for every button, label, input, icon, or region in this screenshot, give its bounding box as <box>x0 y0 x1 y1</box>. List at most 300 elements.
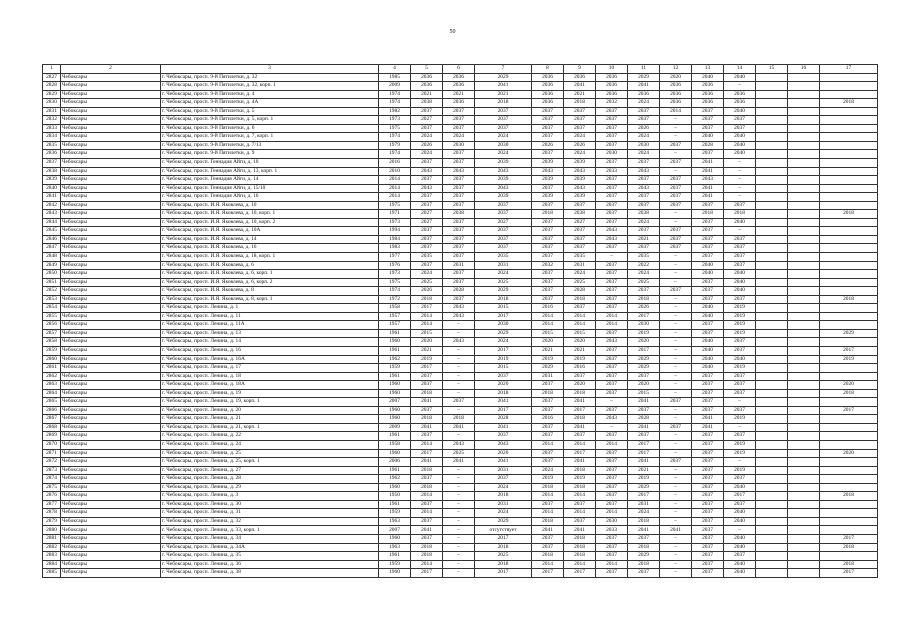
table-cell: 2014 <box>596 509 628 518</box>
table-cell: 2037 <box>596 218 628 227</box>
table-cell: 2014 <box>564 312 596 321</box>
table-cell: 2041 <box>475 458 532 467</box>
table-cell: 2041 <box>411 423 443 432</box>
table-cell: 2026 <box>564 141 596 150</box>
table-cell: 2019 <box>724 364 756 373</box>
locality-cell: Чебоксары <box>61 415 161 424</box>
table-cell: 2037 <box>660 287 692 296</box>
table-cell <box>756 193 788 202</box>
table-cell: 2040 <box>724 483 756 492</box>
table-cell: 1960 <box>379 449 411 458</box>
table-cell: 2037 <box>628 372 660 381</box>
table-row <box>43 304 878 313</box>
table-cell <box>756 406 788 415</box>
table-cell: 2036 <box>596 90 628 99</box>
table-cell <box>820 90 878 99</box>
table-cell: 2037 <box>532 184 564 193</box>
table-cell <box>788 133 820 142</box>
row-number-cell: 2858 <box>43 338 61 347</box>
row-number-cell: 2850 <box>43 270 61 279</box>
row-number-cell: 2849 <box>43 261 61 270</box>
table-cell: 2019 <box>564 355 596 364</box>
table-cell: 2029 <box>532 364 564 373</box>
table-cell: 2040 <box>724 270 756 279</box>
table-cell: 2014 <box>564 560 596 569</box>
table-cell: 1960 <box>379 406 411 415</box>
table-cell <box>820 364 878 373</box>
table-cell: 2018 <box>628 560 660 569</box>
column-number-cell: 14 <box>724 65 756 74</box>
table-cell: 2016 <box>532 304 564 313</box>
table-row <box>43 526 878 535</box>
table-cell: 2037 <box>443 150 475 159</box>
locality-cell: Чебоксары <box>61 560 161 569</box>
table-cell: 2031 <box>532 372 564 381</box>
table-cell: 1960 <box>379 415 411 424</box>
table-cell: 2017 <box>628 449 660 458</box>
row-number-cell: 2835 <box>43 141 61 150</box>
table-cell: 2037 <box>628 244 660 253</box>
table-cell: 2018 <box>564 466 596 475</box>
table-cell: 2029 <box>475 329 532 338</box>
address-cell: г. Чебоксары, просп. 9-й Пятилетки, д. 9 <box>161 150 379 159</box>
table-cell: 2018 <box>411 543 443 552</box>
table-cell: 2024 <box>475 509 532 518</box>
table-cell <box>820 252 878 261</box>
table-cell: 2018 <box>564 483 596 492</box>
table-cell <box>756 475 788 484</box>
row-number-cell: 2877 <box>43 500 61 509</box>
table-cell <box>756 73 788 82</box>
table-cell: 2037 <box>411 381 443 390</box>
table-cell: 2041 <box>532 526 564 535</box>
table-cell: 2028 <box>443 287 475 296</box>
table-cell <box>788 483 820 492</box>
table-cell: 2018 <box>475 99 532 108</box>
locality-cell: Чебоксары <box>61 73 161 82</box>
table-cell: 2010 <box>379 167 411 176</box>
address-cell: г. Чебоксары, просп. Ленина, д. 25, корп. 1 <box>161 458 379 467</box>
table-cell <box>788 295 820 304</box>
table-cell: 2037 <box>411 193 443 202</box>
table-cell: 1959 <box>379 560 411 569</box>
table-cell: 2037 <box>443 184 475 193</box>
table-cell: 2037 <box>660 458 692 467</box>
row-number-cell: 2847 <box>43 244 61 253</box>
table-cell: 2036 <box>532 73 564 82</box>
address-cell: г. Чебоксары, просп. Ленина, д. 32 <box>161 517 379 526</box>
table-cell <box>820 124 878 133</box>
table-cell: – <box>660 252 692 261</box>
row-number-cell: 2872 <box>43 458 61 467</box>
table-cell: 2043 <box>411 167 443 176</box>
address-cell: г. Чебоксары, просп. Геннадия Айги, д. 10 <box>161 158 379 167</box>
table-cell: 2029 <box>628 364 660 373</box>
table-cell: 2037 <box>532 500 564 509</box>
locality-cell: Чебоксары <box>61 423 161 432</box>
locality-cell: Чебоксары <box>61 321 161 330</box>
table-cell: – <box>443 372 475 381</box>
table-cell: 2037 <box>475 432 532 441</box>
table-cell: 2037 <box>724 347 756 356</box>
table-cell: 2037 <box>596 458 628 467</box>
table-cell: 2037 <box>692 526 724 535</box>
table-row <box>43 235 878 244</box>
address-cell: г. Чебоксары, просп. 9-й Пятилетки, д. 32 <box>161 73 379 82</box>
table-cell: 2036 <box>443 99 475 108</box>
table-cell <box>756 347 788 356</box>
table-cell: – <box>660 552 692 561</box>
table-cell: 2040 <box>724 107 756 116</box>
table-row <box>43 398 878 407</box>
table-cell: 2018 <box>628 517 660 526</box>
table-cell: 2037 <box>628 406 660 415</box>
table-cell: – <box>443 347 475 356</box>
table-cell <box>788 321 820 330</box>
table-cell <box>756 116 788 125</box>
address-cell: г. Чебоксары, просп. Ленина, д. 14 <box>161 338 379 347</box>
table-cell: 2043 <box>628 184 660 193</box>
table-cell <box>788 338 820 347</box>
table-cell: 2026 <box>532 141 564 150</box>
row-number-cell: 2885 <box>43 569 61 578</box>
table-cell: 2037 <box>724 381 756 390</box>
table-row <box>43 227 878 236</box>
address-cell: г. Чебоксары, просп. Ленина, д. 21 <box>161 415 379 424</box>
table-cell: 2028 <box>475 415 532 424</box>
table-cell: 2037 <box>628 158 660 167</box>
table-cell: 2037 <box>564 432 596 441</box>
table-cell: 2037 <box>628 432 660 441</box>
table-cell: – <box>724 458 756 467</box>
table-cell: 2037 <box>564 116 596 125</box>
table-cell <box>756 90 788 99</box>
table-cell: 2006 <box>379 458 411 467</box>
table-cell: 2024 <box>564 270 596 279</box>
address-cell: г. Чебоксары, просп. Ленина, д. 27 <box>161 466 379 475</box>
table-cell: 2036 <box>692 90 724 99</box>
locality-cell: Чебоксары <box>61 124 161 133</box>
table-row <box>43 287 878 296</box>
row-number-cell: 2860 <box>43 355 61 364</box>
table-cell: – <box>443 475 475 484</box>
table-cell: 2037 <box>443 158 475 167</box>
table-cell <box>756 244 788 253</box>
table-row <box>43 483 878 492</box>
table-cell: 2037 <box>532 432 564 441</box>
table-cell: 2024 <box>475 150 532 159</box>
table-cell: 2018 <box>475 543 532 552</box>
table-cell: 2037 <box>692 244 724 253</box>
table-cell: 2018 <box>564 99 596 108</box>
table-cell: 2018 <box>411 295 443 304</box>
row-number-cell: 2873 <box>43 466 61 475</box>
column-number-cell: 17 <box>820 65 878 74</box>
table-row <box>43 261 878 270</box>
table-row <box>43 141 878 150</box>
table-cell: 2040 <box>692 338 724 347</box>
table-cell: 2037 <box>596 133 628 142</box>
table-cell: 2040 <box>724 517 756 526</box>
table-cell: 2037 <box>411 158 443 167</box>
table-cell <box>820 509 878 518</box>
table-cell: 2018 <box>564 295 596 304</box>
row-number-cell: 2878 <box>43 509 61 518</box>
table-cell <box>756 569 788 578</box>
row-number-cell: 2844 <box>43 218 61 227</box>
table-cell: 2037 <box>692 500 724 509</box>
table-row <box>43 466 878 475</box>
table-cell <box>820 133 878 142</box>
table-cell: 2037 <box>628 227 660 236</box>
table-cell: 2025 <box>411 278 443 287</box>
table-cell <box>756 295 788 304</box>
table-cell: 2014 <box>532 441 564 450</box>
column-number-cell: 8 <box>532 65 564 74</box>
table-cell: – <box>660 261 692 270</box>
table-cell: 2037 <box>443 116 475 125</box>
table-cell: 2037 <box>724 261 756 270</box>
address-cell: г. Чебоксары, просп. Геннадия Айги, д. 13, корп. 1 <box>161 167 379 176</box>
table-row <box>43 158 878 167</box>
table-cell <box>788 90 820 99</box>
table-cell <box>788 304 820 313</box>
table-cell: 1975 <box>379 124 411 133</box>
table-cell: 2037 <box>411 372 443 381</box>
table-cell: – <box>660 150 692 159</box>
address-cell: г. Чебоксары, просп. Ленина, д. 25 <box>161 449 379 458</box>
table-cell: 2029 <box>820 329 878 338</box>
table-cell: – <box>660 347 692 356</box>
table-cell <box>820 176 878 185</box>
locality-cell: Чебоксары <box>61 201 161 210</box>
table-cell: – <box>660 415 692 424</box>
address-cell: г. Чебоксары, просп. И.Я. Яковлева, д. 10, корп. 2 <box>161 218 379 227</box>
locality-cell: Чебоксары <box>61 338 161 347</box>
table-cell: – <box>724 227 756 236</box>
locality-cell: Чебоксары <box>61 167 161 176</box>
address-cell: г. Чебоксары, просп. Ленина, д. 30 <box>161 500 379 509</box>
table-cell: 2020 <box>411 338 443 347</box>
table-cell <box>756 517 788 526</box>
locality-cell: Чебоксары <box>61 270 161 279</box>
table-cell: 2018 <box>692 210 724 219</box>
table-cell: 2041 <box>564 82 596 91</box>
row-number-cell: 2827 <box>43 73 61 82</box>
table-cell: 2029 <box>628 483 660 492</box>
table-cell: 2037 <box>564 124 596 133</box>
table-row <box>43 295 878 304</box>
table-cell: – <box>443 500 475 509</box>
address-cell: г. Чебоксары, просп. Ленина, д. 33, корп. 1 <box>161 526 379 535</box>
table-cell: 1961 <box>379 329 411 338</box>
table-cell: 2037 <box>411 176 443 185</box>
table-cell <box>756 107 788 116</box>
table-cell: 2024 <box>475 270 532 279</box>
table-cell <box>788 184 820 193</box>
table-cell: 2037 <box>596 329 628 338</box>
locality-cell: Чебоксары <box>61 235 161 244</box>
address-cell: г. Чебоксары, просп. Ленина, д. 3 <box>161 492 379 501</box>
row-number-cell: 2853 <box>43 295 61 304</box>
table-cell: – <box>660 312 692 321</box>
table-cell: 2037 <box>692 483 724 492</box>
table-cell: – <box>724 526 756 535</box>
table-row <box>43 167 878 176</box>
table-cell: 2036 <box>660 90 692 99</box>
table-cell: 1960 <box>379 389 411 398</box>
table-cell: 2037 <box>596 432 628 441</box>
table-cell: 2037 <box>724 252 756 261</box>
table-cell: 2027 <box>564 218 596 227</box>
table-cell: 2037 <box>596 141 628 150</box>
locality-cell: Чебоксары <box>61 304 161 313</box>
table-cell: – <box>660 364 692 373</box>
table-cell: 2024 <box>475 133 532 142</box>
locality-cell: Чебоксары <box>61 141 161 150</box>
table-cell: 2017 <box>532 569 564 578</box>
table-cell: 2040 <box>692 347 724 356</box>
table-cell: 2021 <box>411 90 443 99</box>
table-cell: 2024 <box>475 483 532 492</box>
table-cell: 2025 <box>475 552 532 561</box>
table-row <box>43 406 878 415</box>
table-cell <box>788 389 820 398</box>
table-cell: 1957 <box>379 321 411 330</box>
table-cell: 2020 <box>628 381 660 390</box>
table-cell <box>756 560 788 569</box>
table-cell: 2029 <box>475 517 532 526</box>
table-cell: 2020 <box>628 338 660 347</box>
table-cell: – <box>660 483 692 492</box>
table-cell <box>820 552 878 561</box>
table-cell: 2037 <box>475 124 532 133</box>
table-cell: 2030 <box>596 517 628 526</box>
table-cell <box>756 329 788 338</box>
table-cell: 2014 <box>379 184 411 193</box>
address-cell: г. Чебоксары, просп. 9-й Пятилетки, д. 7, корп. 1 <box>161 133 379 142</box>
table-cell: 1972 <box>379 295 411 304</box>
page-number: 50 <box>449 29 456 35</box>
table-cell: 2037 <box>660 184 692 193</box>
table-cell: – <box>660 218 692 227</box>
table-cell: 2036 <box>532 99 564 108</box>
table-cell: 2043 <box>443 304 475 313</box>
table-cell <box>820 278 878 287</box>
table-cell: – <box>724 184 756 193</box>
locality-cell: Чебоксары <box>61 492 161 501</box>
locality-cell: Чебоксары <box>61 261 161 270</box>
table-cell <box>820 82 878 91</box>
table-cell: – <box>660 449 692 458</box>
table-cell: – <box>443 389 475 398</box>
table-cell: 2037 <box>475 235 532 244</box>
address-cell: г. Чебоксары, просп. Ленина, д. 29 <box>161 483 379 492</box>
table-cell: 2028 <box>692 141 724 150</box>
row-number-cell: 2828 <box>43 82 61 91</box>
table-cell: 1983 <box>379 244 411 253</box>
table-cell: 1994 <box>379 227 411 236</box>
table-cell: 2007 <box>379 526 411 535</box>
table-cell: 2024 <box>411 270 443 279</box>
table-cell: 2017 <box>628 347 660 356</box>
table-cell: 2041 <box>411 398 443 407</box>
table-cell: – <box>443 552 475 561</box>
table-cell: 2041 <box>692 184 724 193</box>
table-cell: 2036 <box>443 73 475 82</box>
table-cell: 2039 <box>475 193 532 202</box>
table-cell: 2037 <box>532 218 564 227</box>
table-cell <box>820 458 878 467</box>
table-cell: 2017 <box>475 535 532 544</box>
table-row <box>43 441 878 450</box>
table-cell: 2037 <box>660 398 692 407</box>
table-cell: 2031 <box>564 261 596 270</box>
address-cell: г. Чебоксары, просп. И.Я. Яковлева, д. 8, корп. 1 <box>161 295 379 304</box>
table-cell: 2039 <box>532 193 564 202</box>
table-cell <box>820 441 878 450</box>
table-cell: 2043 <box>532 167 564 176</box>
table-cell: 1975 <box>379 278 411 287</box>
locality-cell: Чебоксары <box>61 500 161 509</box>
table-cell <box>756 218 788 227</box>
table-cell <box>820 116 878 125</box>
table-cell: 1950 <box>379 492 411 501</box>
table-cell: 2037 <box>596 287 628 296</box>
table-cell: 2037 <box>596 569 628 578</box>
table-cell: 2037 <box>692 381 724 390</box>
table-cell: 2036 <box>411 82 443 91</box>
table-row <box>43 116 878 125</box>
locality-cell: Чебоксары <box>61 526 161 535</box>
table-cell <box>788 82 820 91</box>
table-cell: 2040 <box>692 355 724 364</box>
table-cell: 2014 <box>411 560 443 569</box>
table-cell: 2036 <box>724 99 756 108</box>
table-cell: 2037 <box>443 124 475 133</box>
table-cell <box>788 227 820 236</box>
address-cell: г. Чебоксары, просп. Ленина, д. 18А <box>161 381 379 390</box>
table-cell: 2037 <box>692 552 724 561</box>
table-cell: 2018 <box>820 543 878 552</box>
table-cell: 2030 <box>475 141 532 150</box>
table-cell: 2037 <box>596 304 628 313</box>
table-cell: 2036 <box>724 90 756 99</box>
table-cell: 2027 <box>411 218 443 227</box>
table-cell: 2037 <box>532 295 564 304</box>
table-cell: 2041 <box>628 82 660 91</box>
row-number-cell: 2882 <box>43 543 61 552</box>
table-cell <box>756 338 788 347</box>
table-cell: 1979 <box>379 141 411 150</box>
table-cell: 2037 <box>564 244 596 253</box>
locality-cell: Чебоксары <box>61 355 161 364</box>
table-cell: 2038 <box>628 210 660 219</box>
table-cell <box>756 278 788 287</box>
table-cell: 2018 <box>820 210 878 219</box>
table-cell: 2043 <box>411 184 443 193</box>
table-row <box>43 432 878 441</box>
table-cell <box>756 82 788 91</box>
table-cell: 2037 <box>628 201 660 210</box>
row-number-cell: 2863 <box>43 381 61 390</box>
table-cell <box>788 449 820 458</box>
table-cell: 2037 <box>596 535 628 544</box>
table-cell: 2041 <box>692 193 724 202</box>
table-cell: 2017 <box>724 492 756 501</box>
table-cell: 2019 <box>628 475 660 484</box>
table-cell: 2037 <box>532 133 564 142</box>
